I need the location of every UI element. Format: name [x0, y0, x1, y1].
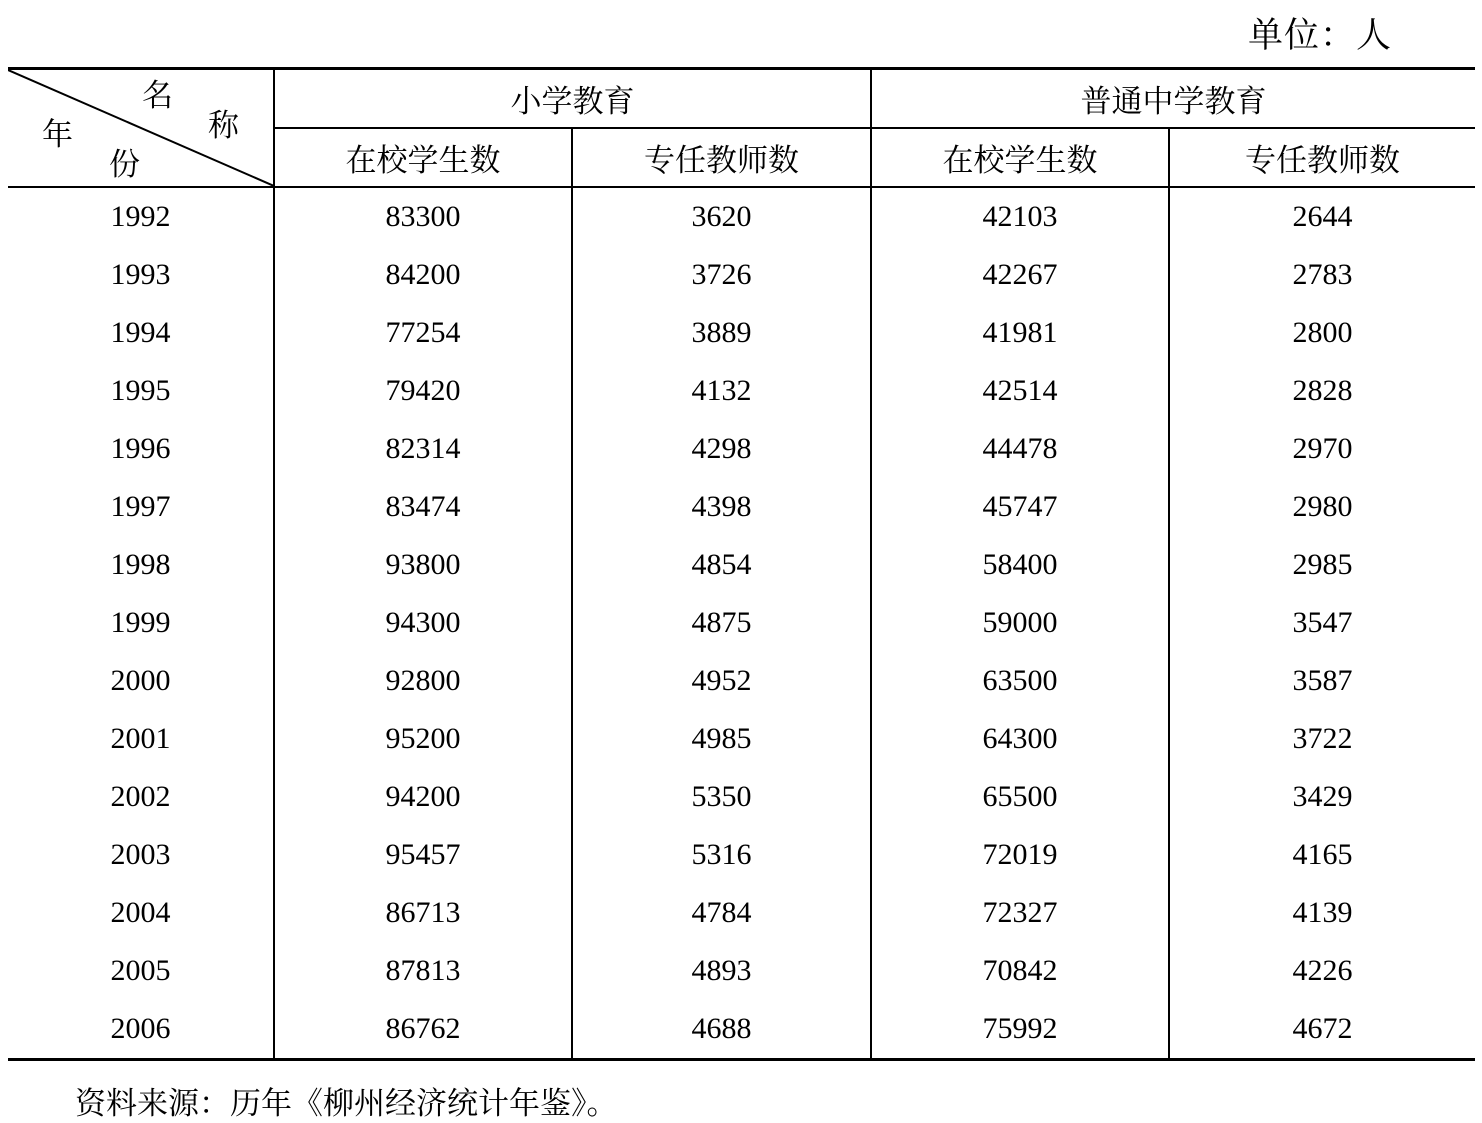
secondary-teachers-cell: 4672: [1169, 1000, 1475, 1060]
table-row: [8, 710, 1475, 768]
primary-students-cell: 83300: [274, 187, 572, 246]
secondary-teachers-cell: 3429: [1169, 768, 1475, 826]
primary-teachers-cell: 4875: [572, 594, 871, 652]
primary-teachers-cell: 3620: [572, 187, 871, 246]
secondary-students-cell: 59000: [871, 594, 1169, 652]
corner-label-year-2: 份: [109, 147, 140, 183]
primary-students-cell: 84200: [274, 246, 572, 304]
primary-teachers-cell: 3889: [572, 304, 871, 362]
year-cell: 1997: [110, 490, 171, 523]
secondary-students-cell: 72327: [871, 884, 1169, 942]
primary-students-cell: 94200: [274, 768, 572, 826]
table-row: [8, 1000, 1475, 1060]
year-cell: 2006: [8, 1000, 274, 1060]
year-cell: 2001: [110, 722, 171, 755]
table-row: [8, 826, 1475, 884]
primary-students-cell: 93800: [274, 536, 572, 594]
primary-teachers-cell: 4398: [572, 478, 871, 536]
secondary-teachers-cell: 2783: [1169, 246, 1475, 304]
secondary-students-cell: 58400: [871, 536, 1169, 594]
secondary-students-cell: 72019: [871, 826, 1169, 884]
secondary-students-cell: 42514: [871, 362, 1169, 420]
primary-teachers-cell: 5350: [572, 768, 871, 826]
secondary-teachers-cell: 3547: [1169, 594, 1475, 652]
primary-teachers-cell: 4298: [572, 420, 871, 478]
primary-teachers-cell: 4854: [572, 536, 871, 594]
secondary-teachers-cell: 2800: [1169, 304, 1475, 362]
year-cell: 2003: [110, 838, 171, 871]
header-row-groups: [8, 69, 1475, 129]
subheader-secondary-students: 在校学生数: [871, 128, 1169, 187]
year-cell: 1992: [110, 200, 171, 233]
year-cell: 2002: [110, 780, 171, 813]
secondary-teachers-cell: 2985: [1169, 536, 1475, 594]
source-note: 资料来源：历年《柳州经济统计年鉴》。: [75, 1086, 618, 1122]
primary-students-cell: 92800: [274, 652, 572, 710]
unit-label: 单位：人: [1248, 16, 1393, 56]
primary-teachers-cell: 4132: [572, 362, 871, 420]
primary-students-cell: 77254: [274, 304, 572, 362]
primary-students-cell: 86713: [274, 884, 572, 942]
secondary-students-cell: 41981: [871, 304, 1169, 362]
year-cell: 2000: [110, 664, 171, 697]
corner-label-year-1: 年: [42, 117, 73, 153]
secondary-teachers-cell: 2970: [1169, 420, 1475, 478]
secondary-students-cell: 44478: [871, 420, 1169, 478]
year-cell: 1994: [110, 316, 171, 349]
year-cell: 1995: [110, 374, 171, 407]
table-row: [8, 420, 1475, 478]
group-header-primary-education: 小学教育: [274, 69, 871, 129]
subheader-primary-teachers: 专任教师数: [572, 128, 871, 187]
secondary-students-cell: 65500: [871, 768, 1169, 826]
secondary-students-cell: 45747: [871, 478, 1169, 536]
year-cell: 1999: [110, 606, 171, 639]
primary-teachers-cell: 4688: [572, 1000, 871, 1060]
secondary-students-cell: 42267: [871, 246, 1169, 304]
secondary-students-cell: 64300: [871, 710, 1169, 768]
year-cell: 2005: [110, 954, 171, 987]
primary-students-cell: 79420: [274, 362, 572, 420]
secondary-students-cell: 70842: [871, 942, 1169, 1000]
primary-students-cell: 82314: [274, 420, 572, 478]
primary-students-cell: 95457: [274, 826, 572, 884]
table-row: [8, 362, 1475, 420]
secondary-teachers-cell: 4139: [1169, 884, 1475, 942]
primary-teachers-cell: 3726: [572, 246, 871, 304]
primary-teachers-cell: 5316: [572, 826, 871, 884]
table-row: [8, 187, 1475, 246]
table-row: [8, 768, 1475, 826]
corner-label-name-1: 名: [142, 78, 173, 114]
primary-teachers-cell: 4952: [572, 652, 871, 710]
year-cell: 2004: [110, 896, 171, 929]
education-statistics-table: [8, 67, 1475, 1061]
table-row: [8, 536, 1475, 594]
secondary-students-cell: 75992: [871, 1000, 1169, 1060]
year-cell: 1996: [110, 432, 171, 465]
secondary-students-cell: 42103: [871, 187, 1169, 246]
primary-students-cell: 87813: [274, 942, 572, 1000]
corner-label-name-2: 称: [208, 108, 239, 144]
secondary-teachers-cell: 3722: [1169, 710, 1475, 768]
statistics-table-container: [8, 67, 1475, 1061]
secondary-teachers-cell: 2644: [1169, 187, 1475, 246]
table-row: [8, 246, 1475, 304]
table-row: [8, 884, 1475, 942]
table-body: [8, 187, 1475, 1060]
secondary-teachers-cell: 4226: [1169, 942, 1475, 1000]
table-row: [8, 594, 1475, 652]
corner-header-cell: [8, 69, 274, 188]
table-row: [8, 942, 1475, 1000]
subheader-secondary-teachers: 专任教师数: [1169, 128, 1475, 187]
primary-students-cell: 94300: [274, 594, 572, 652]
table-row: [8, 652, 1475, 710]
table-header: [8, 69, 1475, 188]
secondary-teachers-cell: 2828: [1169, 362, 1475, 420]
group-header-secondary-education: 普通中学教育: [871, 69, 1475, 129]
secondary-students-cell: 63500: [871, 652, 1169, 710]
primary-teachers-cell: 4985: [572, 710, 871, 768]
primary-students-cell: 83474: [274, 478, 572, 536]
subheader-primary-students: 在校学生数: [274, 128, 572, 187]
table-row: [8, 478, 1475, 536]
secondary-teachers-cell: 4165: [1169, 826, 1475, 884]
secondary-teachers-cell: 2980: [1169, 478, 1475, 536]
primary-teachers-cell: 4893: [572, 942, 871, 1000]
primary-students-cell: 95200: [274, 710, 572, 768]
secondary-teachers-cell: 3587: [1169, 652, 1475, 710]
primary-students-cell: 86762: [274, 1000, 572, 1060]
primary-teachers-cell: 4784: [572, 884, 871, 942]
table-row: [8, 304, 1475, 362]
year-cell: 1998: [110, 548, 171, 581]
year-cell: 1993: [110, 258, 171, 291]
